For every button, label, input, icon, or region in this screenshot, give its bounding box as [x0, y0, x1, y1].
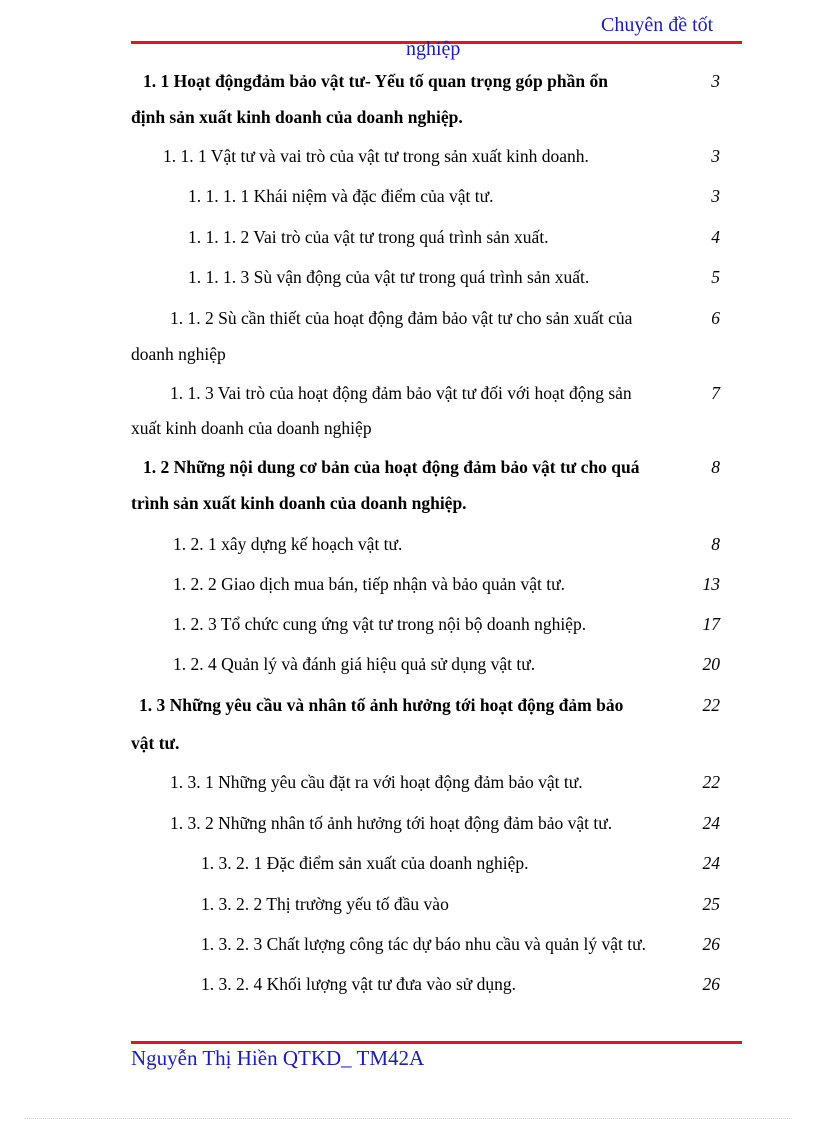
toc-page-number: 17 — [702, 614, 720, 634]
toc-page-number: 8 — [711, 534, 720, 554]
toc-page-number: 25 — [702, 894, 720, 914]
toc-entry-1-1-1-3[interactable]: 1. 1. 1. 3 Sù vận động của vật tư trong quá trình sản xuất. — [188, 267, 590, 287]
toc-entry-1-1[interactable]: 1. 1 Hoạt độngđảm bảo vật tư- Yếu tố quan trọng góp phần ổn — [143, 71, 608, 91]
toc-entry-1-3[interactable]: 1. 3 Những yêu cầu và nhân tố ảnh hưởng tới hoạt động đảm bảo — [139, 695, 624, 715]
toc-entry-1-1-1[interactable]: 1. 1. 1 Vật tư và vai trò của vật tư trong sản xuất kinh doanh. — [163, 146, 589, 166]
header-title: Chuyên đề tốt — [601, 14, 714, 36]
toc-page-number: 26 — [702, 934, 720, 954]
toc-entry-1-1-cont[interactable]: định sản xuất kinh doanh của doanh nghiệp. — [131, 107, 463, 127]
toc-entry-1-1-1-2[interactable]: 1. 1. 1. 2 Vai trò của vật tư trong quá trình sản xuất. — [188, 227, 549, 247]
toc-entry-1-3-2[interactable]: 1. 3. 2 Những nhân tố ảnh hưởng tới hoạt động đảm bảo vật tư. — [170, 813, 613, 833]
page-edge-divider — [24, 1118, 792, 1119]
toc-page-number: 6 — [711, 308, 720, 328]
toc-page-number: 24 — [702, 813, 720, 833]
toc-page-number: 3 — [711, 146, 720, 166]
toc-entry-1-2-3[interactable]: 1. 2. 3 Tổ chức cung ứng vật tư trong nội bộ doanh nghiệp. — [173, 614, 587, 634]
toc-page-number: 7 — [711, 383, 720, 403]
toc-page-number: 13 — [702, 574, 720, 594]
toc-entry-1-1-2-cont[interactable]: doanh nghiệp — [131, 344, 226, 364]
toc-entry-1-2-1[interactable]: 1. 2. 1 xây dựng kế hoạch vật tư. — [173, 534, 403, 554]
toc-page-number: 22 — [702, 695, 720, 715]
toc-entry-1-1-3[interactable]: 1. 1. 3 Vai trò của hoạt động đảm bảo vật tư đối với hoạt động sản — [170, 383, 632, 403]
footer-rule — [131, 1041, 742, 1044]
toc-entry-1-2[interactable]: 1. 2 Những nội dung cơ bản của hoạt động đảm bảo vật tư cho quá — [143, 457, 640, 477]
toc-entry-1-3-2-4[interactable]: 1. 3. 2. 4 Khối lượng vật tư đưa vào sử dụng. — [201, 974, 517, 994]
toc-entry-1-3-2-3[interactable]: 1. 3. 2. 3 Chất lượng công tác dự báo nhu cầu và quản lý vật tư. — [201, 934, 646, 954]
toc-page-number: 26 — [702, 974, 720, 994]
header-title-continued: nghiệp — [406, 38, 461, 60]
toc-page-number: 22 — [702, 772, 720, 792]
footer-author: Nguyễn Thị Hiền QTKD_ TM42A — [131, 1046, 425, 1070]
toc-entry-1-3-1[interactable]: 1. 3. 1 Những yêu cầu đặt ra với hoạt động đảm bảo vật tư. — [170, 772, 583, 792]
toc-entry-1-3-2-2[interactable]: 1. 3. 2. 2 Thị trường yếu tố đầu vào — [201, 894, 449, 914]
toc-page-number: 3 — [711, 71, 720, 91]
toc-page-number: 8 — [711, 457, 720, 477]
toc-page-number: 20 — [702, 654, 720, 674]
toc-entry-1-1-3-cont[interactable]: xuất kinh doanh của doanh nghiệp — [131, 418, 372, 438]
toc-page-number: 3 — [711, 186, 720, 206]
toc-page-number: 24 — [702, 853, 720, 873]
toc-entry-1-1-1-1[interactable]: 1. 1. 1. 1 Khái niệm và đặc điểm của vật tư. — [188, 186, 494, 206]
toc-entry-1-1-2[interactable]: 1. 1. 2 Sù cần thiết của hoạt động đảm bảo vật tư cho sản xuất của — [170, 308, 633, 328]
toc-entry-1-3-2-1[interactable]: 1. 3. 2. 1 Đặc điểm sản xuất của doanh nghiệp. — [201, 853, 529, 873]
toc-entry-1-2-cont[interactable]: trình sản xuất kinh doanh của doanh nghiệp. — [131, 493, 467, 513]
toc-page-number: 5 — [711, 267, 720, 287]
toc-entry-1-3-cont[interactable]: vật tư. — [131, 733, 180, 753]
toc-entry-1-2-4[interactable]: 1. 2. 4 Quản lý và đánh giá hiệu quả sử dụng vật tư. — [173, 654, 536, 674]
toc-entry-1-2-2[interactable]: 1. 2. 2 Giao dịch mua bán, tiếp nhận và bảo quản vật tư. — [173, 574, 565, 594]
toc-page-number: 4 — [711, 227, 720, 247]
